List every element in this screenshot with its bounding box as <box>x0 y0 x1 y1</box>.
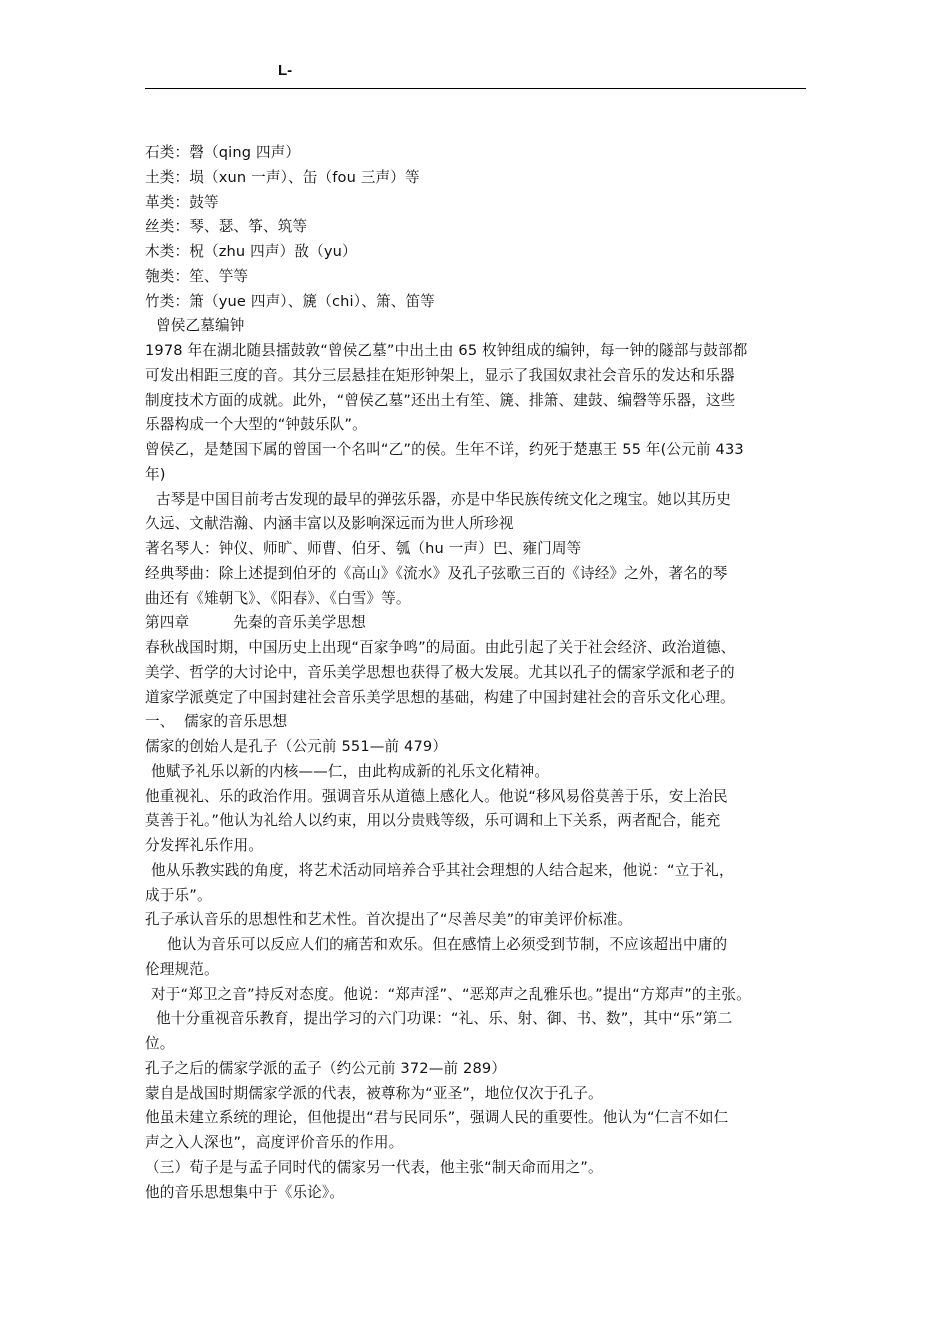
text-line: 竹类：箫（yue 四声）、篪（chi）、箫、笛等 <box>145 292 435 310</box>
header-mark: L- <box>278 62 293 79</box>
text-line: 春秋战国时期，中国历史上出现“百家争鸣”的局面。由此引起了关于社会经济、政治道德、 <box>145 639 736 656</box>
text-line: 他从乐教实践的角度，将艺术活动同培养合乎其社会理想的人结合起来，他说：“立于礼， <box>151 861 734 879</box>
text-line: 古琴是中国目前考古发现的最早的弹弦乐器，亦是中华民族传统文化之瑰宝。她以其历史 <box>156 490 732 508</box>
text-line: 匏类：笙、竽等 <box>145 267 249 285</box>
text-line: 土类：埙（xun 一声）、缶（fou 三声）等 <box>145 168 420 186</box>
text-line: 他重视礼、乐的政治作用。强调音乐从道德上感化人。他说“移风易俗莫善于乐，安上治民 <box>145 787 728 805</box>
text-line: 他认为音乐可以反应人们的痛苦和欢乐。但在感情上必须受到节制，不应该超出中庸的 <box>167 936 728 953</box>
text-line: 革类：鼓等 <box>145 193 219 211</box>
text-line: 伦理规范。 <box>145 960 219 978</box>
text-line: 经典琴曲：除上述提到伯牙的《高山》《流水》及孔子弦歌三百的《诗经》之外，著名的琴 <box>145 564 728 582</box>
text-line: 莫善于礼。”他认为礼给人以约束，用以分贵贱等级，乐可调和上下关系，两者配合，能充 <box>145 812 721 830</box>
text-line: 1978 年在湖北随县擂鼓敦“曾侯乙墓”中出土由 65 枚钟组成的编钟，每一钟的隧部与鼓部都 <box>145 342 748 359</box>
header-rule <box>145 88 806 89</box>
text-line: 道家学派奠定了中国封建社会音乐美学思想的基础，构建了中国封建社会的音乐文化心理。 <box>145 688 735 706</box>
text-line: 美学、哲学的大讨论中，音乐美学思想也获得了极大发展。尤其以孔子的儒家学派和老子的 <box>145 663 735 681</box>
text-line: 久远、文献浩瀚、内涵丰富以及影响深远而为世人所珍视 <box>145 515 514 533</box>
text-line: 孔子之后的儒家学派的孟子（约公元前 372—前 289） <box>145 1059 507 1077</box>
text-line: 声之入人深也”，高度评价音乐的作用。 <box>145 1134 404 1151</box>
text-line: 分发挥礼乐作用。 <box>145 837 263 854</box>
chapter-heading <box>145 611 811 636</box>
text-line: 年) <box>145 465 166 483</box>
chapter-number: 第四章 <box>145 614 190 632</box>
text-line: 他的音乐思想集中于《乐论》。 <box>145 1183 345 1201</box>
text-line: 曾侯乙，是楚国下属的曾国一个名叫“乙”的侯。生年不详，约死于楚惠王 55 年(公元前 433 <box>145 441 744 458</box>
text-line: 丝类：琴、瑟、筝、筑等 <box>145 218 308 236</box>
text-line: 对于“郑卫之音”持反对态度。他说：“郑声淫”、“恶郑声之乱雅乐也。”提出“方郑声”的主张。 <box>151 985 751 1003</box>
text-line: 木类：柷（zhu 四声）敔（yu） <box>145 243 357 260</box>
text-line: 曲还有《雉朝飞》、《阳春》、《白雪》等。 <box>145 589 411 607</box>
body-text <box>145 141 811 1205</box>
text-line: 他赋予礼乐以新的内核——仁，由此构成新的礼乐文化精神。 <box>151 762 550 780</box>
text-line: 制度技术方面的成就。此外，“曾侯乙墓”还出土有笙、篪、排箫、建鼓、编磬等乐器，这些 <box>145 391 736 409</box>
text-line: 儒家的创始人是孔子（公元前 551—前 479） <box>145 738 448 755</box>
text-line: 成于乐”。 <box>145 886 212 904</box>
text-line: 孔子承认音乐的思想性和艺术性。首次提出了“尽善尽美”的审美评价标准。 <box>145 911 633 929</box>
text-line: 蒙自是战国时期儒家学派的代表，被尊称为“亚圣”，地位仅次于孔子。 <box>145 1084 603 1102</box>
text-line: 乐器构成一个大型的“钟鼓乐队”。 <box>145 416 367 434</box>
chapter-title: 先秦的音乐美学思想 <box>233 614 366 632</box>
section-heading: 一、 儒家的音乐思想 <box>145 713 288 731</box>
text-line: 可发出相距三度的音。其分三层悬挂在矩形钟架上，显示了我国奴隶社会音乐的发达和乐器 <box>145 366 735 384</box>
text-line: 他虽未建立系统的理论，但他提出“君与民同乐”，强调人民的重要性。他认为“仁言不如仁 <box>145 1109 729 1127</box>
text-line: 位。 <box>145 1035 175 1052</box>
text-line: （三）荀子是与孟子同时代的儒家另一代表，他主张“制天命而用之”。 <box>145 1158 603 1176</box>
text-line: 著名琴人：钟仪、师旷、师曹、伯牙、瓠（hu 一声）巴、雍门周等 <box>145 540 582 557</box>
section-heading: 曾侯乙墓编钟 <box>156 317 245 335</box>
text-line: 他十分重视音乐教育，提出学习的六门功课：“礼、乐、射、御、书、数”，其中“乐”第二 <box>156 1010 733 1028</box>
text-line: 石类：磬（qing 四声） <box>145 144 301 161</box>
